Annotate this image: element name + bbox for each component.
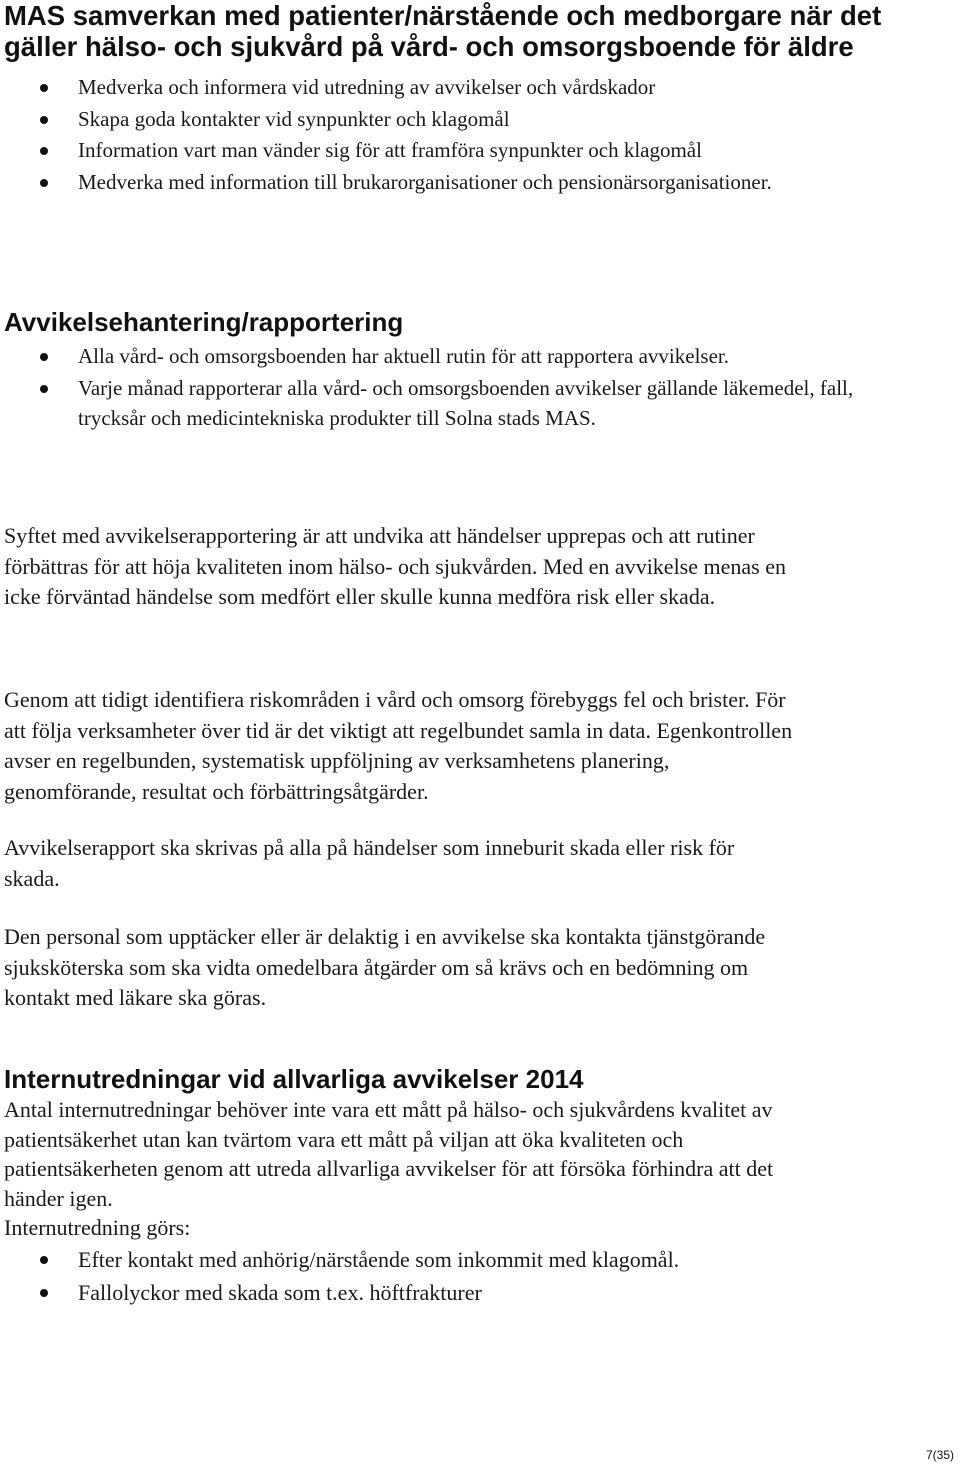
list-item: Medverka och informera vid utredning av avvikelser och vårdskador bbox=[0, 72, 820, 104]
bullet-icon bbox=[40, 1256, 48, 1264]
paragraph-den-personal: Den personal som upptäcker eller är delaktig i en avvikelse ska kontakta tjänstgörande sjuksköterska som ska vidta omedelbara åtgärder om så krävs och en bedömning om kontakt med läkare ska göras. bbox=[4, 924, 766, 1010]
list-item: Varje månad rapporterar alla vård- och omsorgsboenden avvikelser gällande läkemedel, fall, trycksår och medicintekniska produkter till Solna stads MAS. bbox=[0, 373, 880, 433]
paragraph-syftet: Syftet med avvikelserapportering är att undvika att händelser upprepas och att rutiner förbättras för att höja kvaliteten inom hälso- och sjukvården. Med en avvikelse menas en icke förväntad händelse som medfört eller skulle kunna medföra risk eller skada. bbox=[4, 523, 786, 609]
bullet-icon bbox=[40, 179, 48, 187]
bullet-icon bbox=[40, 147, 48, 155]
internutredning-list bbox=[0, 1243, 880, 1309]
page-title: MAS samverkan med patienter/närstående och medborgare när det gäller hälso- och sjukvård på vård- och omsorgsboende för äldre bbox=[4, 0, 882, 62]
bullet-icon bbox=[40, 1289, 48, 1297]
bullet-icon bbox=[40, 353, 48, 361]
list-item: Skapa goda kontakter vid synpunkter och klagomål bbox=[0, 104, 820, 136]
list-item: Alla vård- och omsorgsboenden har aktuell rutin för att rapportera avvikelser. bbox=[0, 341, 880, 371]
subheading-internutredning: Internutredning görs: bbox=[4, 1215, 191, 1240]
section-heading-internutredningar: Internutredningar vid allvarliga avvikelser 2014 bbox=[4, 1064, 584, 1094]
bullet-icon bbox=[40, 116, 48, 124]
list-item: Medverka med information till brukarorganisationer och pensionärsorganisationer. bbox=[0, 167, 820, 199]
section-heading-avvikelsehantering: Avvikelsehantering/rapportering bbox=[4, 307, 404, 337]
bullet-icon bbox=[40, 385, 48, 393]
bullet-icon bbox=[40, 84, 48, 92]
paragraph-avvikelserapport: Avvikelserapport ska skrivas på alla på händelser som inneburit skada eller risk för skada. bbox=[4, 835, 735, 891]
paragraph-genom: Genom att tidigt identifiera riskområden i vård och omsorg förebyggs fel och brister. För att följa verksamheter över tid är det viktigt att regelbundet samla in data. Egenkontrollen avser en regelbunden, systematisk uppföljning av verksamhetens planering, genomförande, resultat och förbättringsåtgärder. bbox=[4, 687, 793, 804]
page-number: 7(35) bbox=[925, 1448, 954, 1462]
intro-list bbox=[0, 72, 820, 198]
list-item: Fallolyckor med skada som t.ex. höftfrakturer bbox=[0, 1276, 880, 1309]
paragraph-antal: Antal internutredningar behöver inte vara ett mått på hälso- och sjukvårdens kvalitet av patientsäkerhet utan kan tvärtom vara ett mått på viljan att öka kvaliteten och patientsäkerheten genom att utreda allvarliga avvikelser för att försöka förhindra att det händer igen. bbox=[4, 1097, 774, 1211]
list-item: Information vart man vänder sig för att framföra synpunkter och klagomål bbox=[0, 135, 820, 167]
avvikelse-list bbox=[0, 341, 880, 433]
list-item: Efter kontakt med anhörig/närstående som inkommit med klagomål. bbox=[0, 1243, 880, 1276]
